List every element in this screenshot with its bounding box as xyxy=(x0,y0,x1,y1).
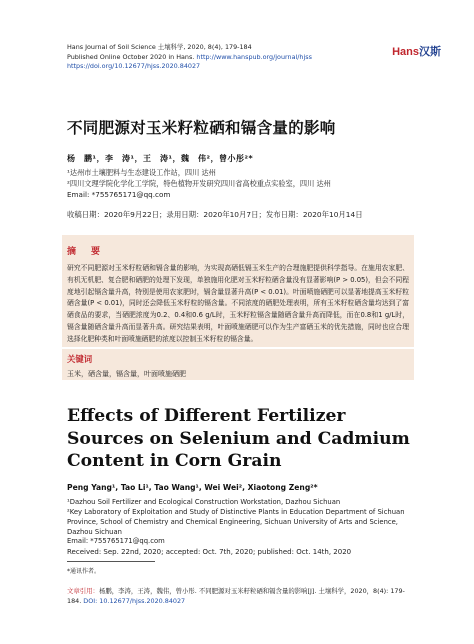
chinese-title: 不同肥源对玉米籽粒硒和镉含量的影响 xyxy=(67,120,336,137)
chinese-email: Email: *755765171@qq.com xyxy=(67,190,171,199)
chinese-affiliation-1: ¹达州市土壤肥料与生态建设工作站，四川 达州 xyxy=(67,168,216,177)
chinese-dates: 收稿日期：2020年9月22日；录用日期：2020年10月7日；发布日期：2020年10月14日 xyxy=(67,210,363,219)
publisher-logo-cn: 汉斯 xyxy=(419,46,441,58)
published-text: Published Online October 2020 in Hans. xyxy=(67,52,195,61)
published-line xyxy=(67,53,312,63)
english-dates: Received: Sep. 22nd, 2020; accepted: Oct. 7th, 2020; published: Oct. 14th, 2020 xyxy=(67,548,352,556)
chinese-affiliations xyxy=(67,167,331,189)
citation-text: 杨鹏，李涛，王涛，魏伟，曾小彤. 不同肥源对玉米籽粒硒和镉含量的影响[J]. 土壤科学，2020，8(4): 179-184. xyxy=(67,587,405,605)
english-affiliation-1: ¹Dazhou Soil Fertilizer and Ecological Construction Workstation, Dazhou Sichuan xyxy=(67,498,341,506)
citation xyxy=(67,586,417,606)
abstract-text: 研究不同肥源对玉米籽粒硒和镉含量的影响，为实现高硒低镉玉米生产的合理施肥提供科学指导。在施用农家肥、有机无机肥、复合肥和硒肥的处理下发现，单独施用化肥对玉米籽粒硒含量没有显著影响(P > 0.05)，但会不同程度地引起镉含量升高，特别是使用农家肥时，镉含量显著升高(P < 0.01)。叶面喷施硒肥可以显著地提高玉米籽粒硒含量(P < 0.01)，同时还会降低玉米籽粒的镉含量。不同浓度的硒肥处理表明，所有玉米籽粒硒含量均达到了富硒食品的要求，当硒肥浓度为0.2、0.4和0.6 g/L时，玉米籽粒镉含量随硒含量升高而降低，而在0.8和1 g/L时，镉含量随硒含量升高而显著升高。研究结果表明，叶面喷施硒肥可以作为生产富硒玉米的优先措施，同时也应合理选择化肥种类和叶面喷施硒肥的浓度以控制玉米籽粒的镉含量。 xyxy=(67,264,409,343)
english-affiliation-2: ²Key Laboratory of Exploitation and Study of Distinctive Plants in Education Department of Sichuan Province, School of Chemistry and Chemical Engineering, Sichuan University of Arts and Science, Dazhou Sichuan xyxy=(67,508,405,536)
english-title: Effects of Different Fertilizer Sources on Selenium and Cadmium Content in Corn Grain xyxy=(67,406,410,471)
keywords-text: 玉米，硒含量，镉含量，叶面喷施硒肥 xyxy=(67,370,186,378)
chinese-affiliation-2: ²四川文理学院化学化工学院，特色植物开发研究四川省高校重点实验室，四川 达州 xyxy=(67,179,331,189)
corresponding-author-note: *通讯作者。 xyxy=(67,568,101,575)
english-affiliations xyxy=(67,497,417,537)
journal-link[interactable]: http://www.hanspub.org/journal/hjss xyxy=(196,52,312,61)
publisher-logo xyxy=(392,43,441,59)
journal-line: Hans Journal of Soil Science 土壤科学, 2020, 8(4), 179-184 xyxy=(67,43,252,51)
chinese-authors: 杨 鹏¹，李 涛¹，王 涛¹，魏 伟²，曾小彤²* xyxy=(67,154,254,163)
english-authors: Peng Yang¹, Tao Li¹, Tao Wang¹, Wei Wei², Xiaotong Zeng²* xyxy=(67,483,318,492)
citation-label: 文章引用： xyxy=(67,587,99,595)
footnote-divider xyxy=(67,561,155,562)
english-email: Email: *755765171@qq.com xyxy=(67,537,165,545)
abstract-heading: 摘 要 xyxy=(67,247,104,257)
publisher-logo-hans: Hans xyxy=(392,46,419,58)
citation-doi-link[interactable]: DOI: 10.12677/hjss.2020.84027 xyxy=(83,597,186,605)
doi-link[interactable]: https://doi.org/10.12677/hjss.2020.84027 xyxy=(67,62,201,71)
keywords-heading: 关键词 xyxy=(67,354,93,364)
journal-header xyxy=(67,43,312,72)
